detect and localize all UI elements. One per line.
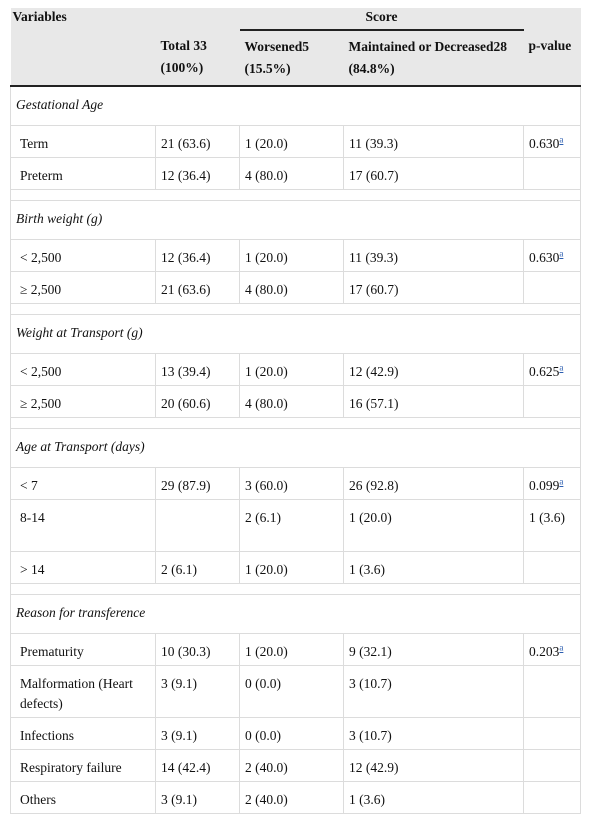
cell-pvalue — [524, 126, 581, 158]
group-header — [11, 429, 581, 468]
cell-maintained: 12 (42.9) — [344, 354, 524, 386]
pvalue-text: 0.099 — [529, 478, 560, 493]
cell-pvalue — [524, 500, 581, 552]
cell-maintained: 1 (20.0) — [344, 500, 524, 552]
table-row — [11, 782, 581, 814]
cell-pvalue — [524, 718, 581, 750]
group-title: Reason for transference — [11, 595, 581, 634]
header-total: Total 33 (100%) — [156, 30, 240, 86]
table-row — [11, 240, 581, 272]
cell-total: 13 (39.4) — [156, 354, 240, 386]
cell-maintained: 26 (92.8) — [344, 468, 524, 500]
cell-total: 12 (36.4) — [156, 240, 240, 272]
table-row — [11, 354, 581, 386]
row-label: Others — [11, 782, 156, 814]
row-label: < 2,500 — [11, 240, 156, 272]
row-label: 8-14 — [11, 500, 156, 552]
cell-maintained: 3 (10.7) — [344, 718, 524, 750]
group-title: Age at Transport (days) — [11, 429, 581, 468]
cell-pvalue — [524, 634, 581, 666]
table-row — [11, 386, 581, 418]
pvalue-text: 0.625 — [529, 364, 560, 379]
cell-worsened: 0 (0.0) — [240, 718, 344, 750]
cell-worsened: 2 (40.0) — [240, 782, 344, 814]
header-worsened: Worsened5 (15.5%) — [240, 30, 344, 86]
table-row — [11, 158, 581, 190]
row-label: > 14 — [11, 552, 156, 584]
cell-total: 29 (87.9) — [156, 468, 240, 500]
row-label: Term — [11, 126, 156, 158]
group-spacer — [11, 304, 581, 315]
cell-maintained: 1 (3.6) — [344, 552, 524, 584]
row-label: ≥ 2,500 — [11, 386, 156, 418]
cell-total: 21 (63.6) — [156, 272, 240, 304]
group-header — [11, 201, 581, 240]
cell-total: 10 (30.3) — [156, 634, 240, 666]
cell-maintained: 11 (39.3) — [344, 126, 524, 158]
table-row — [11, 750, 581, 782]
cell-maintained: 16 (57.1) — [344, 386, 524, 418]
cell-total: 12 (36.4) — [156, 158, 240, 190]
cell-worsened: 4 (80.0) — [240, 272, 344, 304]
cell-pvalue — [524, 158, 581, 190]
cell-worsened: 1 (20.0) — [240, 354, 344, 386]
cell-pvalue — [524, 354, 581, 386]
table-row — [11, 126, 581, 158]
cell-total: 3 (9.1) — [156, 718, 240, 750]
cell-total: 20 (60.6) — [156, 386, 240, 418]
group-header — [11, 595, 581, 634]
table-header — [11, 8, 581, 86]
table-row — [11, 634, 581, 666]
group-spacer — [11, 190, 581, 201]
pvalue-text: 0.630 — [529, 250, 560, 265]
group-title: Weight at Transport (g) — [11, 315, 581, 354]
group-spacer — [11, 418, 581, 429]
pvalue-text: 0.630 — [529, 136, 560, 151]
table-row — [11, 468, 581, 500]
header-variables: Variables — [11, 8, 156, 30]
cell-worsened: 4 (80.0) — [240, 158, 344, 190]
cell-maintained: 12 (42.9) — [344, 750, 524, 782]
footnote-link[interactable]: a — [559, 362, 564, 373]
footnote-link[interactable]: a — [559, 476, 564, 487]
table-row — [11, 552, 581, 584]
row-label: Prematurity — [11, 634, 156, 666]
row-label: Malformation (Heart defects) — [11, 666, 156, 718]
cell-pvalue — [524, 666, 581, 718]
cell-worsened: 1 (20.0) — [240, 240, 344, 272]
row-label: Infections — [11, 718, 156, 750]
cell-maintained: 3 (10.7) — [344, 666, 524, 718]
pvalue-text: 1 (3.6) — [529, 510, 565, 525]
table-row — [11, 272, 581, 304]
cell-pvalue — [524, 468, 581, 500]
cell-maintained: 9 (32.1) — [344, 634, 524, 666]
group-title: Birth weight (g) — [11, 201, 581, 240]
cell-pvalue — [524, 782, 581, 814]
row-label: ≥ 2,500 — [11, 272, 156, 304]
cell-pvalue — [524, 240, 581, 272]
cell-pvalue — [524, 272, 581, 304]
footnote-link[interactable]: a — [559, 134, 564, 145]
header-score: Score — [240, 8, 524, 30]
group-title: Gestational Age — [11, 86, 581, 126]
pvalue-text: 0.203 — [529, 644, 560, 659]
cell-worsened: 1 (20.0) — [240, 634, 344, 666]
cell-maintained: 17 (60.7) — [344, 272, 524, 304]
footnote-link[interactable]: a — [559, 642, 564, 653]
score-table — [10, 8, 581, 814]
cell-worsened: 3 (60.0) — [240, 468, 344, 500]
header-pvalue: p-value — [524, 30, 581, 86]
cell-worsened: 2 (40.0) — [240, 750, 344, 782]
cell-maintained: 1 (3.6) — [344, 782, 524, 814]
table-row — [11, 718, 581, 750]
cell-total: 3 (9.1) — [156, 666, 240, 718]
table-row — [11, 500, 581, 552]
group-spacer — [11, 584, 581, 595]
cell-worsened: 1 (20.0) — [240, 552, 344, 584]
cell-maintained: 17 (60.7) — [344, 158, 524, 190]
group-header — [11, 86, 581, 126]
cell-worsened: 1 (20.0) — [240, 126, 344, 158]
cell-total — [156, 500, 240, 552]
cell-maintained: 11 (39.3) — [344, 240, 524, 272]
cell-worsened: 4 (80.0) — [240, 386, 344, 418]
cell-worsened: 2 (6.1) — [240, 500, 344, 552]
row-label: < 7 — [11, 468, 156, 500]
cell-total: 14 (42.4) — [156, 750, 240, 782]
row-label: < 2,500 — [11, 354, 156, 386]
cell-pvalue — [524, 750, 581, 782]
row-label: Preterm — [11, 158, 156, 190]
cell-pvalue — [524, 386, 581, 418]
table-row — [11, 666, 581, 718]
cell-total: 21 (63.6) — [156, 126, 240, 158]
cell-total: 2 (6.1) — [156, 552, 240, 584]
row-label: Respiratory failure — [11, 750, 156, 782]
cell-total: 3 (9.1) — [156, 782, 240, 814]
table-body — [11, 86, 581, 814]
header-maintained: Maintained or Decreased28 (84.8%) — [344, 30, 524, 86]
cell-worsened: 0 (0.0) — [240, 666, 344, 718]
cell-pvalue — [524, 552, 581, 584]
group-header — [11, 315, 581, 354]
footnote-link[interactable]: a — [559, 248, 564, 259]
